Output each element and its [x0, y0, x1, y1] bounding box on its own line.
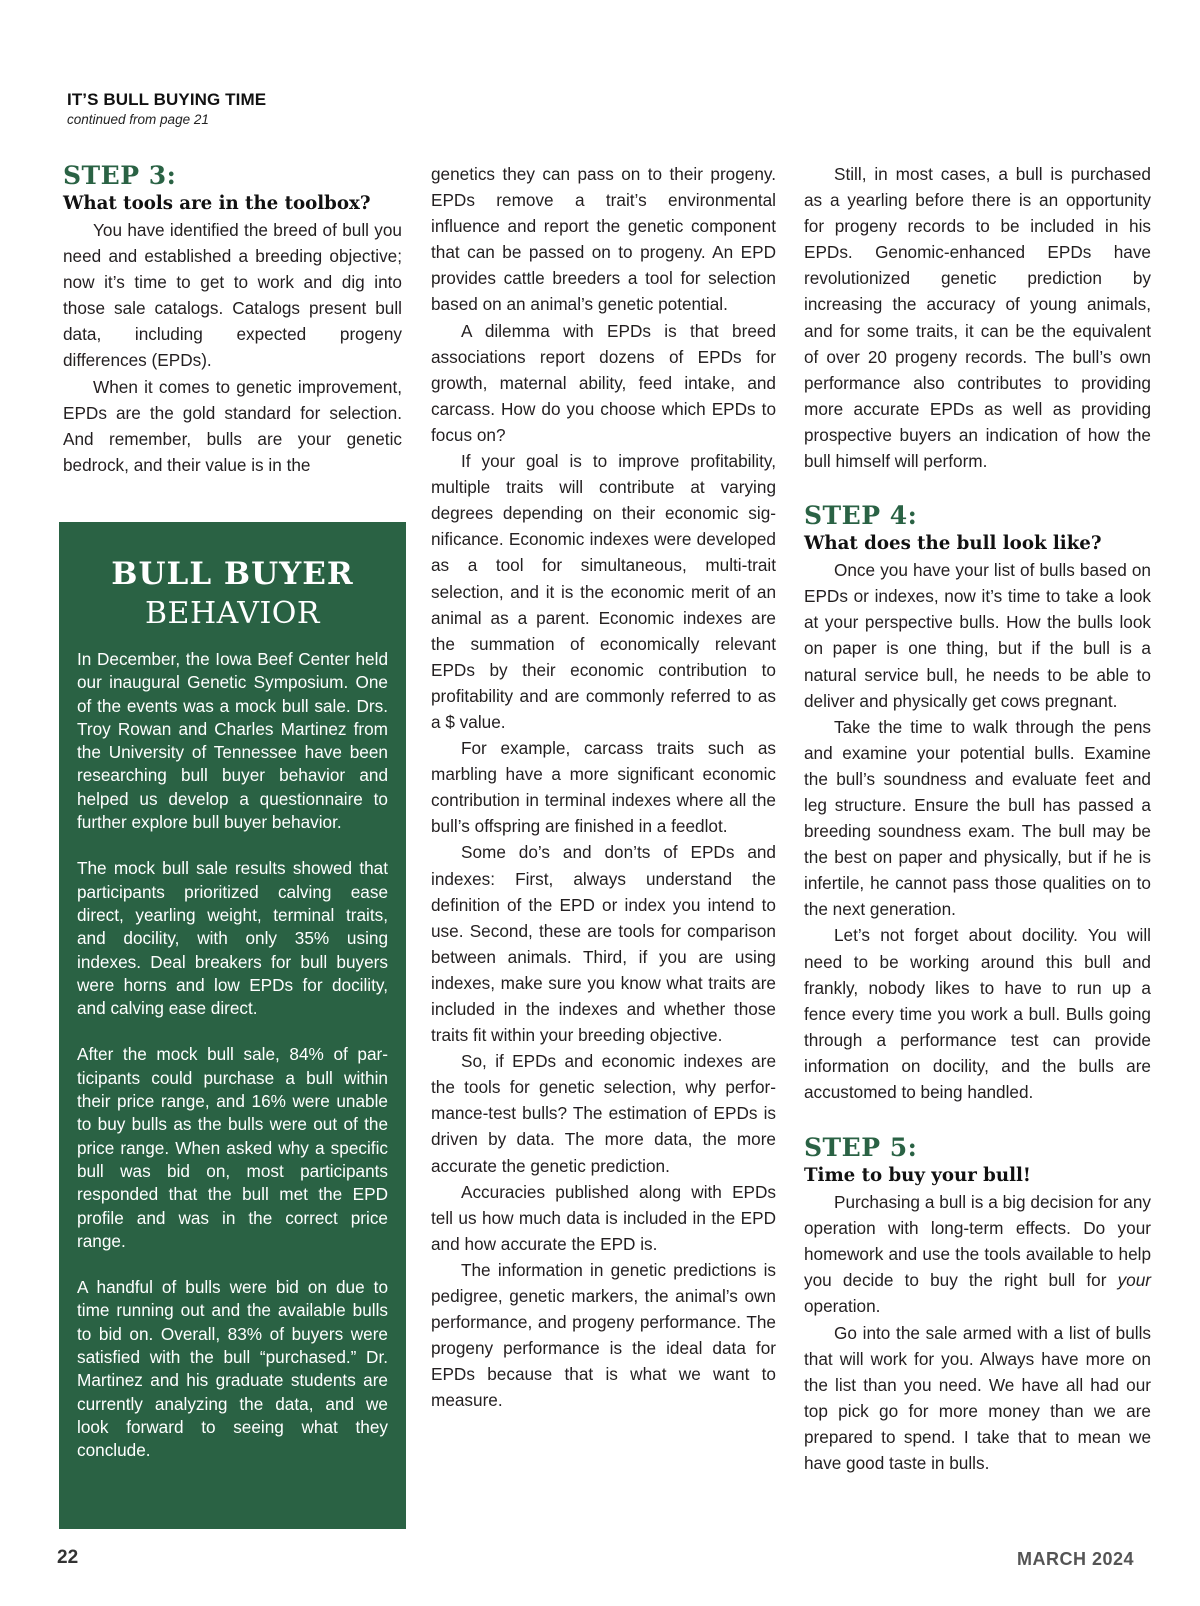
issue-date: MARCH 2024	[1016, 1549, 1134, 1569]
step3-paragraph: You have identified the breed of bull you need and established a breeding objective; now it’s time to get to work and dig into those sale catalogs. Catalogs present bull data, including expected progeny differences (EPDs).	[63, 220, 402, 371]
column-middle	[431, 161, 776, 1414]
body-paragraph: The information in genetic predictions is pedigree, genetic markers, the animal’s own performance, and progeny performance. The progeny performance is the ideal data for EPDs because that is what we want to measure.	[431, 1259, 776, 1411]
body-paragraph: If your goal is to improve profitability, multiple traits will contribute at varying degrees depending on their economic significance. Economic indexes were developed as a tool for simultaneous, multi-trait selection, and it is the economic merit of an animal as a parent. Economic indexes are the summation of economically relevant EPDs by their economic contribution to profitability and are commonly referred to as a $ value.	[431, 451, 776, 732]
step4-heading: STEP 4:	[804, 501, 918, 531]
running-header	[67, 90, 266, 127]
sidebar-paragraph: A handful of bulls were bid on due to time running out and the available bulls to bid on. Overall, 83% of buyers were satisfied with the bull “purchased.” Dr. Martinez and his graduate students are currently analyzing the data, and we look forward to seeing what they conclude.	[77, 1277, 388, 1461]
step5-text: operation.	[804, 1296, 881, 1317]
body-paragraph: A dilemma with EPDs is that breed associations report dozens of EPDs for growth, maternal ability, feed intake, and carcass. How do you choose which EPDs to focus on?	[431, 320, 776, 445]
body-paragraph: So, if EPDs and economic indexes are the tools for genetic selection, why performance-test bulls? The estimation of EPDs is driven by data. The more data, the more accurate the genetic prediction.	[431, 1051, 776, 1176]
sidebar-paragraph: The mock bull sale results showed that participants prioritized calving ease direct, yearling weight, terminal traits, and docility, with only 35% using indexes. Deal breakers for bull buyers were horns and low EPDs for docility, and calving ease direct.	[77, 858, 388, 1019]
column-left	[63, 161, 402, 478]
sidebar-paragraph: After the mock bull sale, 84% of participants could purchase a bull within their price range, and 16% were unable to buy bulls as the bulls were out of the price range. When asked why a specific bull was bid on, most participants responded that the bull met the EPD profile and was in the correct price range.	[77, 1044, 388, 1251]
body-paragraph: genetics they can pass on to their progeny. EPDs remove a trait’s environmental influence and report the genetic component that can be passed on to progeny. An EPD provides cattle breeders a tool for selection based on an animal’s genetic potential.	[431, 164, 776, 315]
bull-buyer-behavior-sidebar	[59, 522, 406, 1529]
step3-subheading: What tools are in the toolbox?	[63, 193, 371, 214]
step3-paragraph: When it comes to genetic improvement, EPDs are the gold standard for selection. And remember, bulls are your genetic bedrock, and their value is in the	[63, 376, 402, 475]
body-paragraph: Accuracies published along with EPDs tell us how much data is included in the EPD and how accurate the EPD is.	[431, 1181, 776, 1254]
step4-paragraph: Once you have your list of bulls based on EPDs or indexes, now it’s time to take a look at your perspective bulls. How the bulls look on paper is one thing, but if the bull is a natural service bull, he needs to be able to deliver and physically get cows pregnant.	[804, 560, 1151, 711]
sidebar-title-line2: BEHAVIOR	[145, 596, 320, 631]
step4-paragraph: Let’s not forget about docility. You will need to be working around this bull and frankly, nobody likes to have to run up a fence every time you work a bull. Bulls going through a performance test can provide information on docility, and the bulls are accustomed to being handled.	[804, 925, 1151, 1102]
step5-paragraph	[804, 1189, 1151, 1319]
continued-from-note: continued from page 21	[67, 112, 209, 127]
step5-emphasis: your	[1117, 1270, 1151, 1291]
body-paragraph: Some do’s and don’ts of EPDs and indexes: First, always understand the definition of the EPD or index you intend to use. Second, these are tools for comparison between animals. Third, if you are using indexes, make sure you know what traits are included in the indexes and whether those traits fit within your breeding objective.	[431, 842, 776, 1046]
column-right	[804, 161, 1151, 1476]
step4-subheading: What does the bull look like?	[804, 533, 1102, 555]
step3-heading: STEP 3:	[63, 161, 177, 190]
sidebar-title-line1: BULL BUYER	[111, 556, 354, 592]
step5-text: Purchasing a bull is a big decision for any operation with long-term effects. Do your homework and use the tools available to help you decide to buy the right bull for	[804, 1192, 1151, 1291]
step4-paragraph: Take the time to walk through the pens and examine your potential bulls. Examine the bull’s soundness and evaluate feet and leg structure. Ensure the bull has passed a breeding soundness exam. The bull may be the best on paper and physically, but if he is infertile, he cannot pass those qualities on to the next generation.	[804, 716, 1151, 920]
page-number: 22	[57, 1547, 79, 1568]
step5-heading: STEP 5:	[804, 1133, 918, 1163]
step5-paragraph: Go into the sale armed with a list of bulls that will work for you. Always have more on the list than you need. We have all had our top pick go for more money than we are prepared to spend. I take that to mean we have good taste in bulls.	[804, 1322, 1151, 1474]
step5-subheading: Time to buy your bull!	[804, 1165, 1031, 1187]
body-paragraph: Still, in most cases, a bull is purchased as a yearling before there is an opportunity for progeny records to be included in his EPDs. Genomic-enhanced EPDs have revolutionized genetic prediction by increasing the accuracy of young animals, and for some traits, it can be the equivalent of over 20 progeny records. The bull’s own performance also contributes to providing more accurate EPDs as well as providing prospective buyers an indication of how the bull himself will perform.	[804, 164, 1151, 472]
sidebar-paragraph: In December, the Iowa Beef Center held our inaugural Genetic Symposium. One of the events was a mock bull sale. Drs. Troy Rowan and Charles Martinez from the University of Tennessee have been researching bull buyer behavior and helped us develop a questionnaire to further explore bull buyer behavior.	[77, 649, 388, 833]
body-paragraph: For example, carcass traits such as marbling have a more significant economic contribution in terminal indexes where all the bull’s offspring are finished in a feedlot.	[431, 738, 776, 837]
running-header-title: IT’S BULL BUYING TIME	[67, 90, 267, 109]
